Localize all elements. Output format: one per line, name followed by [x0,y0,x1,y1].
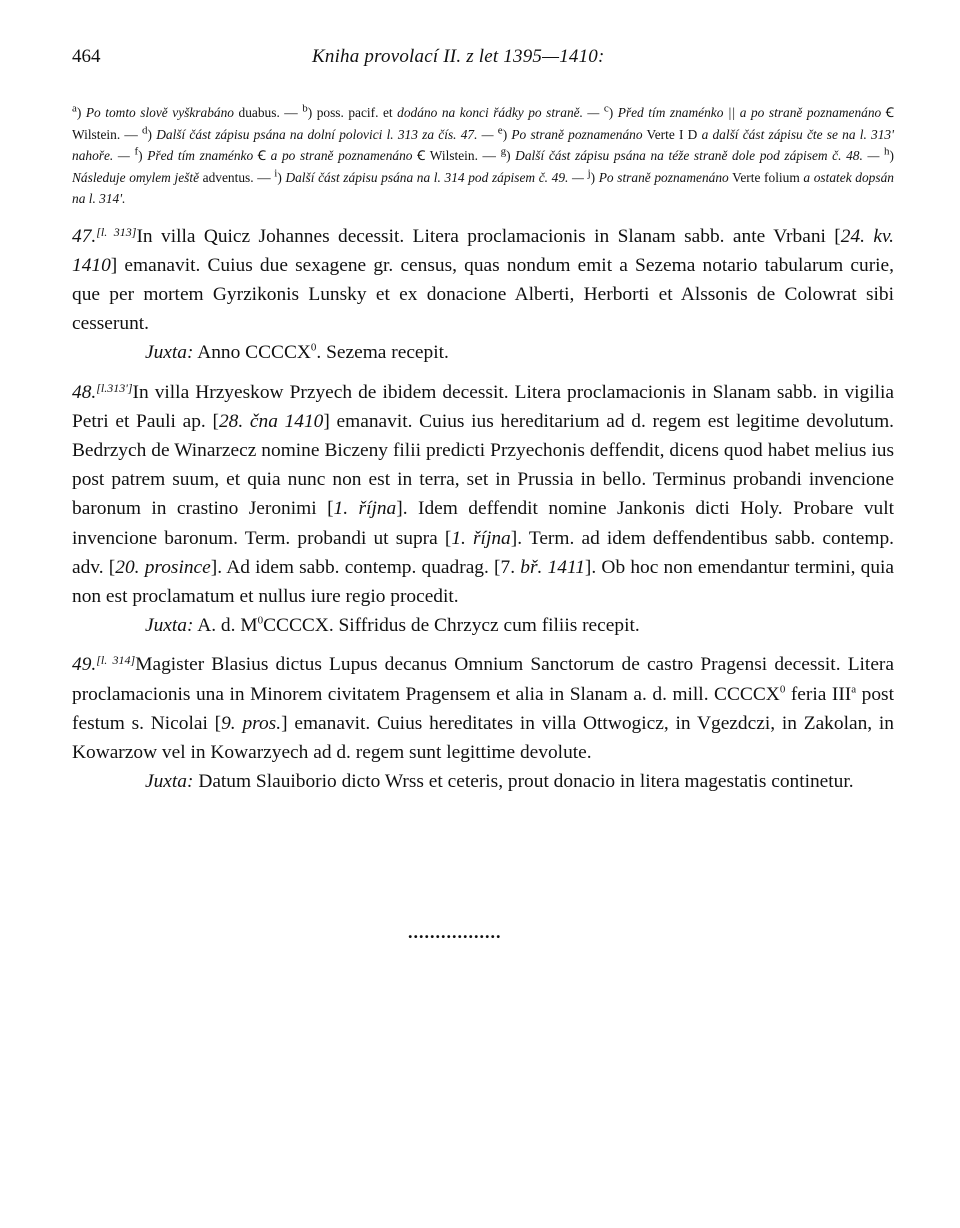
note-text: dodáno na konci řádky po straně. — [397,105,600,120]
note-mark: b [302,102,308,115]
note-mark: h [884,145,890,158]
entry-47 [72,218,894,368]
note-text: a ostatek dopsán na l. 314'. [72,169,894,206]
entry-text: ] emanavit. Cuius hereditates in villa Ottwogicz, in Vgezdczi, in Zakolan, in Kowarzow vel in Kowarzyech ad d. regem sunt legittime devolute. [72,712,894,763]
entry-48 [72,374,894,641]
entry-text: post festum s. Nicolai [ [72,683,894,734]
note-text: Po tomto slově vyškrabáno [85,105,234,120]
footnotes-block: $^a$) Po tomto slově vyškrabáno duabus. — $^b$) poss. pacif. et dodáno na konci řádky po straně. — $^c$) Před tím znaménko || a po straně poznamenáno Ꞓ Wilstein. — $^d$) Další část zápisu psána na dolní polovici l. 313 za čís. 47. — $^e$) Po straně poznamenáno Verte I D a další část zápisu čte se na l. 313' nahoře. — $^f$) Před tím znaménko Ꞓ a po straně poznamenáno Ꞓ Wilstein. — $^g$) Další část zápisu psána na téže straně dole pod zápisem č. 48. — $^h$) Následuje omylem ještě adventus. — $^i$) Další část zápisu psána na l. 314 pod zápisem č. 49. — $^j$) Po straně poznamenáno Verte folium a ostatek dopsán na l. 314'. [72,102,895,206]
date-annotation: 20. prosince [115,556,211,578]
entry-number: 49. [72,654,97,676]
symbol: Ꞓ [885,105,895,120]
note-mark: f [134,145,139,158]
date-annotation: 9. pros. [221,712,282,734]
entry-body [72,218,894,339]
superscript: a [851,683,857,696]
note-text: Po straně poznamenáno [598,169,729,185]
note-mark: a [72,102,77,115]
note-text: a po straně poznamenáno [270,148,413,163]
note-text: duabus. — [238,105,298,120]
note-mark: e [497,124,503,137]
entry-text: feria III [785,683,852,705]
folio-ref: [l. 314] [96,653,136,668]
entry-text: In villa Hrzyeskow Przyech de ibidem decessit. Litera proclamacionis in Slanam sabb. in vigilia Petri et Pauli ap. [ [72,381,894,432]
date-annotation: 1. října [333,498,397,520]
folio-ref: [l. 313] [96,224,137,239]
juxta-text: CCCCX. Siffridus de Chrzycz cum filiis recepit. [263,615,640,637]
entry-text: ] emanavit. Cuius ius hereditarium ad d. regem est legitime devolutum. Bedrzych de Winarzecz nomine Biczeny filii predicti Przyechonis deffendit, dicens quod habet melius ius post patrem suum, et quia nunc non est in terra, set in Prussia in bello. Terminus probandi invencione baronum in crastino Jeronimi [ [72,410,894,520]
juxta-text: . Sezema recepit. [316,342,449,364]
section-separator: ................. [408,922,502,942]
folio-ref: [l.313'] [96,380,133,395]
note-mark: c [603,102,609,115]
entry-number: 47. [72,225,97,247]
note-text: Další část zápisu psána na téže straně dole pod zápisem č. 48. — [515,148,880,163]
note-text: Wilstein. — [429,148,496,163]
juxta-text: Anno CCCCX [197,342,311,364]
note-text: Další část zápisu psána na dolní polovici l. 313 za čís. 47. — [156,126,494,142]
note-mark: i [274,167,278,180]
juxta-text: Datum Slauiborio dicto Wrss et ceteris, prout donacio in litera magestatis continetur. [198,771,854,793]
note-text: Verte I D [646,126,698,142]
date-annotation: 1. října [451,527,511,549]
entry-number: 48. [72,381,97,403]
entry-49 [72,646,894,796]
date-annotation: 24. kv. 1410 [72,225,894,276]
date-annotation: 28. čna 1410 [218,410,324,432]
entry-text: Magister Blasius dictus Lupus decanus Omnium Sanctorum de castro Pragensi decessit. Litera proclamacionis una in Minorem civitatem Pragensem et alia in Slanam a. d. mill. CCCCX [72,654,894,705]
juxta-line [72,611,894,640]
note-text: Další část zápisu psána na l. 314 pod zápisem č. 49. — [285,169,584,185]
superscript: 0 [257,614,264,627]
juxta-text: A. d. M [197,615,258,637]
date-annotation: bř. 1411 [520,556,585,578]
entry-text: ]. Idem deffendit nomine Jankonis dicti Holy. Probare vult invencione baronum. Term. probandi ut supra [ [72,498,894,549]
note-mark: d [142,124,148,137]
entry-text: ]. Ad idem sabb. contemp. quadrag. [ [210,556,501,578]
date-annotation: 7. [500,556,521,578]
note-text: Před tím znaménko [147,148,254,163]
superscript: 0 [310,341,317,354]
running-title: Kniha provolací II. z let 1395—1410: [312,46,605,67]
juxta-line [72,338,894,367]
entry-text: ]. Ob hoc non emendantur termini, quia non est proclamatum et nullus iure regio procedit. [72,556,895,607]
symbol: Ꞓ [417,148,426,163]
note-text: Následuje omylem ještě [72,169,200,185]
juxta-label: Juxta: [145,771,194,793]
note-mark: j [587,167,591,180]
document-page [72,40,894,796]
note-text: Wilstein. — [72,126,138,142]
entry-text: ]. Term. ad idem deffendentibus sabb. contemp. adv. [ [72,527,894,578]
note-text: Před tím znaménko || a po straně poznamenáno [617,105,882,120]
page-number: 464 [72,46,101,67]
running-header [72,40,894,80]
juxta-line [72,767,894,796]
entry-text: In villa Quicz Johannes decessit. Litera proclamacionis in Slanam sabb. ante Vrbani [ [136,225,841,247]
symbol: Ꞓ [257,148,267,163]
entry-body [72,374,894,612]
entry-text: ] emanavit. Cuius due sexagene gr. census, quas nondum emit a Sezema notario tabularum curie, que per mortem Gyrzikonis Lunsky et ex donacione Alberti, Herborti et Alssonis de Colowrat sibi cesserunt. [72,254,894,335]
superscript: 0 [779,683,786,696]
entry-body [72,646,894,767]
note-text: Verte folium [732,169,800,185]
juxta-label: Juxta: [145,615,194,637]
juxta-label: Juxta: [145,342,194,364]
note-text: Po straně poznamenáno [511,126,643,142]
note-text: poss. pacif. et [316,105,393,120]
note-text: adventus. — [202,169,271,185]
note-mark: g [500,145,507,158]
note-text: a další část zápisu čte se na l. 313' nahoře. — [72,126,894,163]
